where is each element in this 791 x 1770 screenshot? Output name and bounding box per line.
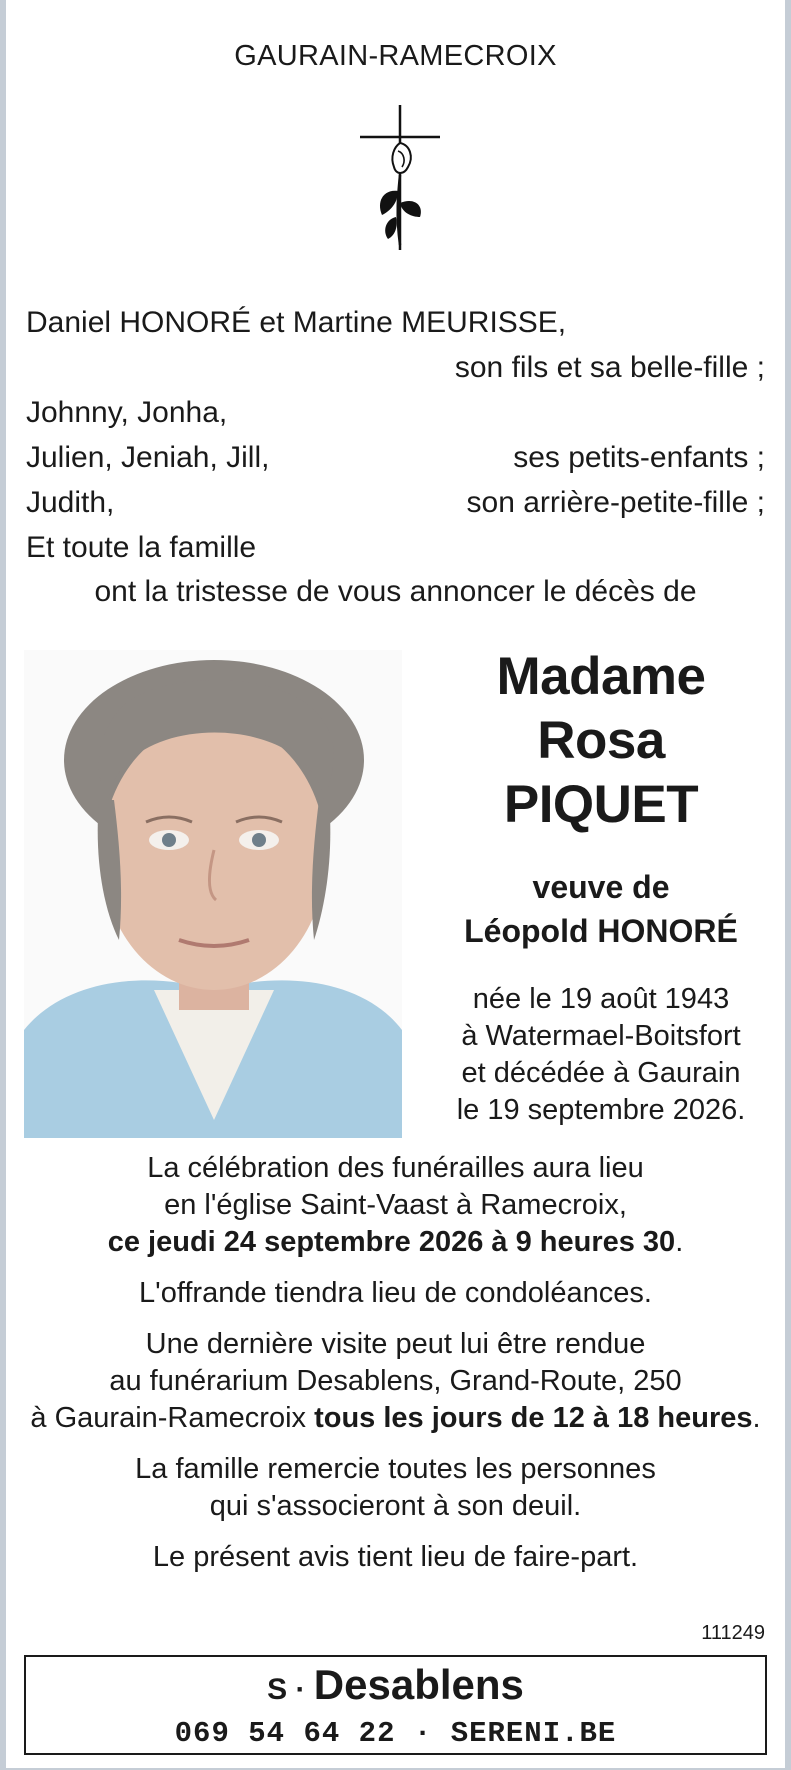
family-relation: son arrière-petite-fille ; [466,486,765,519]
family-line: Daniel HONORÉ et Martine MEURISSE, [26,306,567,339]
family-relation: ses petits-enfants ; [513,441,765,474]
ceremony-paragraph [26,1150,765,1261]
funeral-details [26,1150,765,1590]
cross-with-rose-icon [358,105,442,250]
family-line: Judith, [26,486,115,519]
announcement-text: ont la tristesse de vous annoncer le décès de [94,575,697,608]
family-line: Et toute la famille [26,531,257,564]
date-line: et décédée à Gaurain [461,1057,741,1089]
deceased-last-name: PIQUET [503,775,699,834]
date-line: le 19 septembre 2026. [456,1094,746,1126]
thanks-paragraph [26,1451,765,1525]
portrait-photo [24,650,402,1138]
funeral-home-contact: 069 54 64 22 · SERENI.BE [174,1717,617,1750]
ceremony-date: ce jeudi 24 septembre 2026 à 9 heures 30 [107,1226,676,1258]
funeral-home-brand [26,1659,765,1716]
deceased-block [421,645,781,1129]
visit-paragraph [26,1326,765,1437]
funeral-home-box [24,1655,767,1755]
thanks-line: qui s'associeront à son deuil. [209,1490,582,1522]
date-line: née le 19 août 1943 [472,983,730,1015]
deceased-title: Madame [496,647,706,706]
brand-name: Desablens [313,1661,524,1708]
locality-heading: GAURAIN-RAMECROIX [234,40,557,72]
spouse-name: Léopold HONORÉ [464,913,738,949]
widow-of [421,865,781,953]
punctuation: . [752,1402,761,1434]
offering-paragraph: L'offrande tiendra lieu de condoléances. [139,1277,652,1309]
deceased-first-name: Rosa [537,711,665,770]
brand-prefix: S · [267,1673,314,1706]
visit-line: Une dernière visite peut lui être rendue [145,1328,646,1360]
visit-hours: tous les jours de 12 à 18 heures [314,1402,753,1434]
thanks-line: La famille remercie toutes les personnes [135,1453,656,1485]
notice-paragraph: Le présent avis tient lieu de faire-part. [152,1541,639,1573]
reference-number: 111249 [701,1622,765,1644]
birth-death-dates [421,981,781,1129]
date-line: à Watermael-Boitsfort [461,1020,741,1052]
family-list [26,300,765,570]
visit-line: à Gaurain-Ramecroix [30,1402,315,1434]
family-line: Johnny, Jonha, [26,396,228,429]
ceremony-line: La célébration des funérailles aura lieu [147,1152,644,1184]
family-line: Julien, Jeniah, Jill, [26,441,270,474]
widow-line: veuve de [532,869,670,905]
ceremony-line: en l'église Saint-Vaast à Ramecroix, [164,1189,627,1221]
visit-line: au funérarium Desablens, Grand-Route, 250 [109,1365,682,1397]
punctuation: . [675,1226,684,1258]
family-relation: son fils et sa belle-fille ; [454,351,765,384]
